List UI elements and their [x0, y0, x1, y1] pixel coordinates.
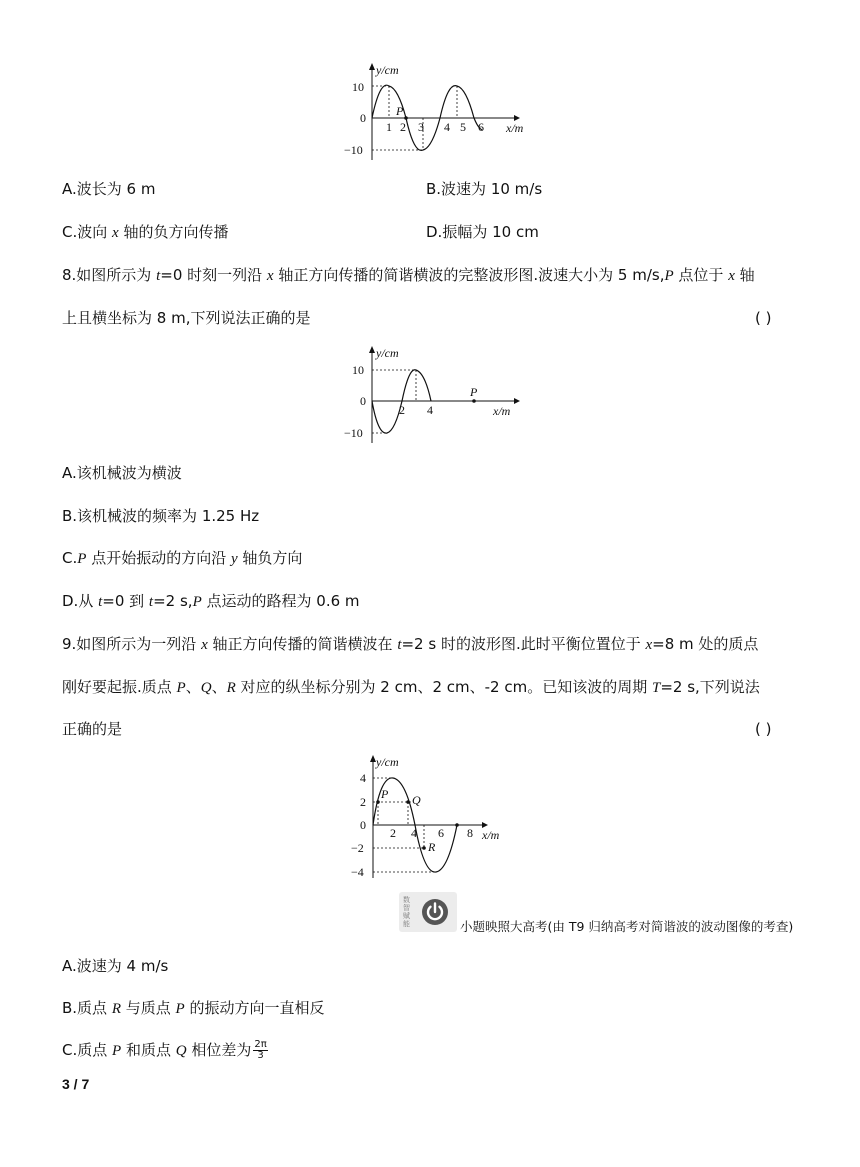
q7-option-a: A.波长为 6 m	[62, 180, 156, 198]
fig1-y-tick: 0	[360, 111, 366, 125]
fig3-x-tick: 4	[411, 826, 417, 840]
fig3-y-tick: 0	[360, 818, 366, 832]
q7-option-c: C.波向 x 轴的负方向传播	[62, 223, 229, 241]
fig1-y-tick: −10	[344, 143, 363, 157]
fig2-y-tick: −10	[344, 426, 363, 440]
fig3-y-tick: −2	[351, 841, 364, 855]
q9-option-c: C.质点 P 和质点 Q 相位差为 $\frac{2\pi}{3}$	[62, 1039, 267, 1061]
q8-answer-blank: ( )	[755, 309, 772, 327]
fig2-y-tick: 0	[360, 394, 366, 408]
fig3-y-tick: 2	[360, 795, 366, 809]
q9-stem-line1: 9.如图所示为一列沿 x 轴正方向传播的简谐横波在 t=2 s 时的波形图.此时平衡位置位于 x=8 m 处的质点	[62, 635, 759, 653]
phase-fraction: $\frac{2\pi}{3}$	[254, 1039, 267, 1061]
q8-option-c: C.P 点开始振动的方向沿 y 轴负方向	[62, 549, 303, 567]
fig3-y-label: y/cm	[376, 755, 399, 769]
fig3-y-tick: 4	[360, 771, 366, 785]
q9-stem-line3: 正确的是	[62, 720, 123, 738]
power-icon	[421, 898, 449, 926]
fig1-x-tick: 3	[418, 120, 424, 134]
fig3-point-q: Q	[412, 793, 421, 807]
fig1-x-tick: 5	[460, 120, 466, 134]
exam-hint-text: 小题映照大高考(由 T9 归纳高考对简谐波的波动图像的考查)	[460, 919, 794, 934]
q7-option-d: D.振幅为 10 cm	[426, 223, 539, 241]
q8-option-b: B.该机械波的频率为 1.25 Hz	[62, 507, 260, 525]
fig3-y-tick: −4	[351, 865, 364, 879]
fig1-x-tick: 2	[400, 120, 406, 134]
fig3-x-tick: 6	[438, 826, 444, 840]
fig1-x-tick: 6	[478, 120, 484, 134]
fig3-point-r: R	[428, 840, 436, 854]
fig1-x-tick: 4	[444, 120, 450, 134]
q9-option-a: A.波速为 4 m/s	[62, 957, 169, 975]
fig2-y-label: y/cm	[376, 346, 399, 360]
q9-answer-blank: ( )	[755, 720, 772, 738]
q8-stem-line1: 8.如图所示为 t=0 时刻一列沿 x 轴正方向传播的简谐横波的完整波形图.波速大小为 5 m/s,P 点位于 x 轴	[62, 266, 755, 284]
fig2-x-tick: 2	[399, 403, 405, 417]
digital-empower-badge[interactable]	[399, 892, 457, 932]
fig1-x-tick: 1	[386, 120, 392, 134]
page-number: 3 / 7	[62, 1076, 90, 1092]
fig3-x-label: x/m	[482, 828, 500, 842]
q7-option-b: B.波速为 10 m/s	[426, 180, 543, 198]
fig2-x-label: x/m	[493, 404, 511, 418]
q8-stem-line2: 上且横坐标为 8 m,下列说法正确的是	[62, 309, 311, 327]
wave-figure-1	[330, 60, 530, 165]
q8-option-a: A.该机械波为横波	[62, 464, 182, 482]
fig1-y-label: y/cm	[376, 63, 399, 77]
wave-figure-3	[340, 752, 520, 882]
fig1-x-label: x/m	[506, 121, 524, 135]
fig1-y-tick: 10	[352, 80, 364, 94]
fig1-point-p: P	[396, 104, 404, 118]
badge-label: 数智赋能	[403, 896, 410, 928]
q8-option-d: D.从 t=0 到 t=2 s,P 点运动的路程为 0.6 m	[62, 592, 360, 610]
fig2-x-tick: 4	[427, 403, 433, 417]
q9-option-b: B.质点 R 与质点 P 的振动方向一直相反	[62, 999, 325, 1017]
fig3-point-p: P	[381, 787, 389, 801]
fig3-x-tick: 8	[467, 826, 473, 840]
fig3-x-tick: 2	[390, 826, 396, 840]
fig2-point-p: P	[470, 385, 478, 399]
wave-figure-2	[330, 343, 530, 448]
fig2-y-tick: 10	[352, 363, 364, 377]
q9-stem-line2: 刚好要起振.质点 P、Q、R 对应的纵坐标分别为 2 cm、2 cm、-2 cm。已知该波的周期 T=2 s,下列说法	[62, 678, 760, 696]
